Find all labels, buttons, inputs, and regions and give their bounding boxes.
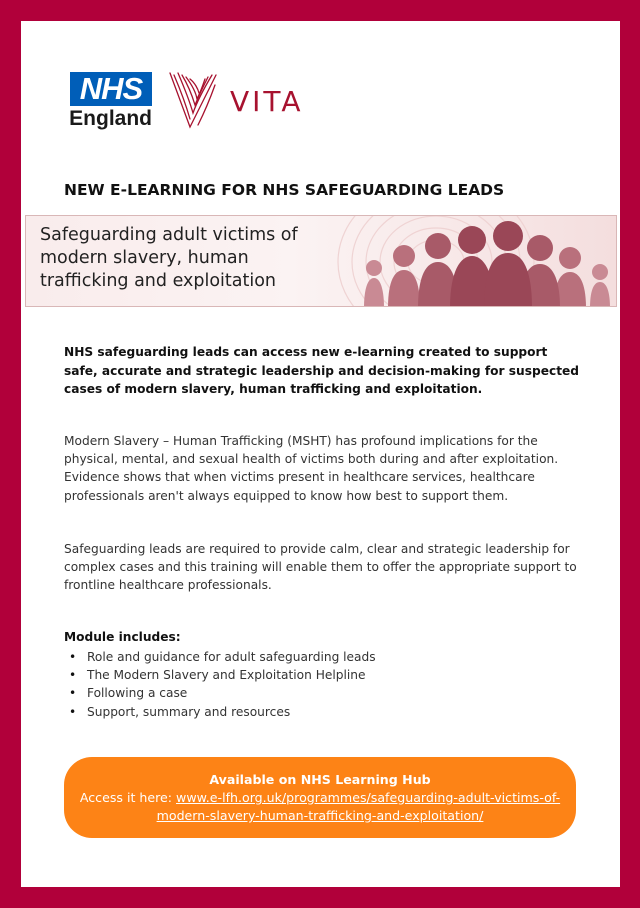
flyer-page bbox=[21, 21, 620, 887]
modules-list bbox=[64, 648, 376, 721]
intro-paragraph: NHS safeguarding leads can access new e-learning created to support safe, accurate and strategic leadership and decision-making for suspected cases of modern slavery, human trafficking and exploitation. bbox=[64, 345, 580, 396]
learning-hub-link[interactable]: www.e-lfh.org.uk/programmes/safeguarding-adult-victims-of- bbox=[176, 790, 561, 805]
list-item: • Following a case bbox=[64, 684, 376, 702]
body-paragraph: Safeguarding leads are required to provide calm, clear and strategic leadership for complex cases and this training will enable them to offer the appropriate support to frontline healthcare professionals. bbox=[64, 542, 577, 593]
learning-hub-link-continued[interactable]: modern-slavery-human-trafficking-and-exploitation/ bbox=[156, 808, 484, 823]
nhs-england-logo bbox=[68, 72, 152, 131]
course-banner bbox=[25, 215, 617, 307]
body-paragraph: Modern Slavery – Human Trafficking (MSHT) has profound implications for the physical, mental, and sexual health of victims both during and after exploitation. Evidence shows that when victims present in healthcare services, healthcare professionals aren't always equipped to know how best to support them. bbox=[64, 434, 559, 503]
page-title: NEW E-LEARNING FOR NHS SAFEGUARDING LEADS bbox=[64, 181, 505, 199]
list-item: • The Modern Slavery and Exploitation Helpline bbox=[64, 666, 376, 684]
banner-title: Safeguarding adult victims of modern slavery, human trafficking and exploitation bbox=[40, 225, 298, 291]
list-item: • Support, summary and resources bbox=[64, 703, 376, 721]
logo-row bbox=[68, 69, 304, 133]
modules-heading: Module includes: bbox=[64, 630, 181, 644]
callout-title: Available on NHS Learning Hub bbox=[209, 772, 431, 787]
nhs-logo-mark: NHS bbox=[70, 72, 152, 106]
vita-wordmark: VITA bbox=[230, 84, 304, 118]
callout-link-line bbox=[64, 789, 576, 807]
nhs-logo-region: England bbox=[69, 106, 152, 130]
list-item: • Role and guidance for adult safeguarding leads bbox=[64, 648, 376, 666]
callout-prefix: Access it here: bbox=[79, 790, 177, 805]
callout-link-line bbox=[64, 807, 576, 825]
vita-fingerprint-icon bbox=[168, 69, 218, 133]
people-silhouettes-illustration bbox=[356, 216, 616, 307]
access-callout bbox=[64, 757, 576, 838]
